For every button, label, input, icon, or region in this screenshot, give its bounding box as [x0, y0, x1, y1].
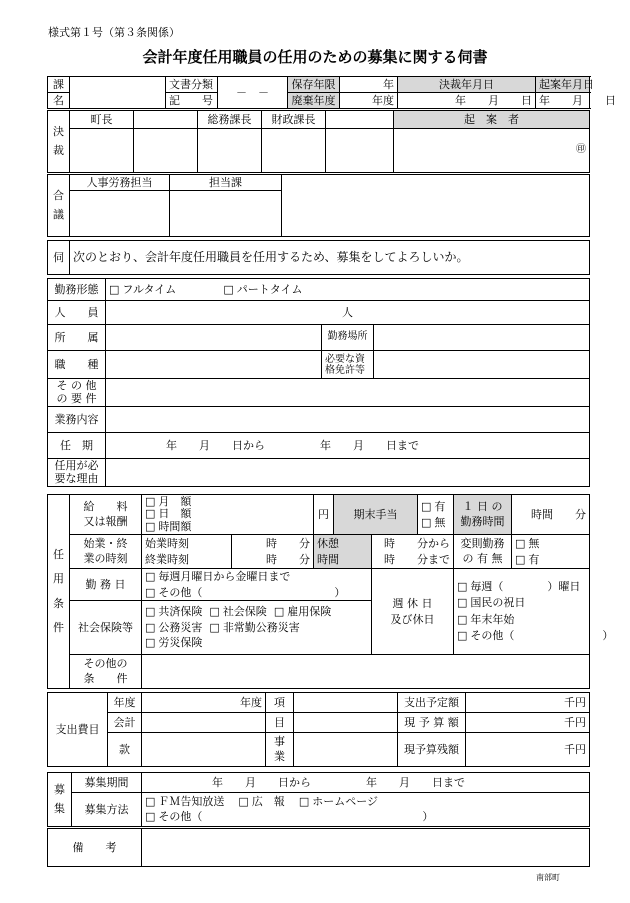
kyukei-label: 休憩: [317, 537, 340, 551]
biko-label: 備 考: [48, 829, 142, 867]
kaikei-field[interactable]: [142, 713, 266, 733]
getsugaku-checkbox[interactable]: □ 月 額: [145, 496, 310, 509]
kiansha-label: 起 案 者: [394, 111, 590, 129]
kessai-table: [47, 110, 590, 173]
shokushu-field[interactable]: [106, 351, 322, 379]
ninki-label: 任 期: [48, 433, 106, 459]
kimatsu-nashi-checkbox[interactable]: □ 無: [421, 515, 450, 530]
aigi-table: [47, 174, 590, 237]
hozon-label: 保存年限: [288, 77, 340, 93]
henkei-label: 変則勤務 の 有 無: [454, 535, 512, 569]
shukyu-options: [454, 569, 614, 655]
shigyo-jikoku-labels: [142, 535, 232, 569]
sonota-yoken-field[interactable]: [106, 379, 590, 407]
kyosai-checkbox[interactable]: □ 共済保険: [145, 605, 202, 618]
kinmubi-options: [142, 569, 372, 601]
jigyo-label: 事 業: [266, 733, 294, 767]
blank-header-2: [326, 111, 394, 129]
shukujitsu-checkbox[interactable]: □ 国民の祝日: [457, 595, 586, 612]
shakai-label: 社会保険等: [70, 601, 142, 655]
rosai-checkbox[interactable]: □ 労災保険: [145, 635, 368, 651]
kou-field[interactable]: [294, 693, 398, 713]
form-number-label: 様式第１号（第３条関係）: [48, 26, 180, 39]
moku-label: 目: [266, 713, 294, 733]
shokushu-label: 職 種: [48, 351, 106, 379]
seal-box-5[interactable]: [326, 129, 394, 173]
boshu-label: 募 集: [48, 773, 72, 827]
kinmu-basho-label: 勤務場所: [322, 325, 374, 351]
kaikei-label: 会計: [108, 713, 142, 733]
fulltime-checkbox[interactable]: □ フルタイム: [109, 283, 176, 296]
boshu-sonota-checkbox[interactable]: □ その他（ ）: [145, 810, 586, 824]
jinji-label: 人事労務担当: [70, 175, 170, 191]
jikangaku-checkbox[interactable]: □ 時間額: [145, 521, 310, 534]
shishutsu-table: [47, 692, 590, 767]
zangaku-label: 現予算残額: [398, 733, 466, 767]
shakai-hoken-checkbox[interactable]: □ 社会保険: [209, 605, 266, 618]
ukagai-table: [47, 240, 590, 275]
kian-date-label: 起案年月日: [536, 77, 590, 93]
shigyo-time[interactable]: 時 分: [266, 537, 311, 551]
joken-label: 任 用 条 件: [48, 495, 70, 689]
aigi-blank: [282, 175, 590, 237]
kiansha-seal-icon[interactable]: ㊞: [394, 129, 590, 173]
kimatsu-ari-checkbox[interactable]: □ 有: [421, 499, 450, 514]
chocho-seal-box[interactable]: [70, 129, 134, 173]
sonota-joken-label: その他の 条 件: [70, 655, 142, 689]
yotei-field[interactable]: 千円: [466, 693, 590, 713]
haiki-field[interactable]: 年度: [340, 93, 398, 109]
ukagai-text: 次のとおり、会計年度任用職員を任用するため、募集をしてよろしいか。: [70, 241, 590, 275]
kinmu-basho-field[interactable]: [374, 325, 590, 351]
shishutsu-label: 支出費目: [48, 693, 108, 767]
zaisei-label: 財政課長: [262, 111, 326, 129]
ka-label: 課: [48, 77, 70, 93]
kinmu-keitai-options: [106, 279, 590, 301]
hijokin-checkbox[interactable]: □ 非常勤公務災害: [209, 621, 299, 634]
yotei-label: 支出予定額: [398, 693, 466, 713]
kimatsu-options: [418, 495, 454, 535]
somu-label: 総務課長: [198, 111, 262, 129]
blank-header-1: [134, 111, 198, 129]
ninki-field[interactable]: 年 月 日から 年 月 日まで: [106, 433, 590, 459]
parttime-checkbox[interactable]: □ パートタイム: [223, 283, 302, 296]
kigou-label: 記 号: [166, 93, 218, 109]
boshu-kikan-label: 募集期間: [72, 773, 142, 793]
kyukei-labels: [314, 535, 372, 569]
gyomu-label: 業務内容: [48, 407, 106, 433]
sonota-joken-field[interactable]: [142, 655, 590, 689]
kessai-date-field[interactable]: 年 月 日: [398, 93, 536, 109]
kimatsu-label: 期末手当: [334, 495, 418, 535]
shigyo-time-fields[interactable]: [232, 535, 314, 569]
kyukei-time-fields[interactable]: [372, 535, 454, 569]
kyukei-start[interactable]: 時 分から: [384, 537, 451, 551]
kian-date-field[interactable]: 年 月 日: [536, 93, 590, 109]
joken-table: [47, 494, 614, 689]
biko-field[interactable]: [142, 829, 590, 867]
kou-label: 項: [266, 693, 294, 713]
koyo-checkbox[interactable]: □ 雇用保険: [274, 605, 331, 618]
shozoku-label: 所 属: [48, 325, 106, 351]
kinmu-keitai-label: 勤務形態: [48, 279, 106, 301]
shugyo-time[interactable]: 時 分: [266, 552, 311, 566]
biko-table: [47, 828, 590, 867]
ninzu-label: 人 員: [48, 301, 106, 325]
kyuryo-label: 給 料 又は報酬: [70, 495, 142, 535]
shakai-options: [142, 601, 372, 655]
maishu-checkbox[interactable]: □ 毎週月曜日から金曜日まで: [145, 569, 368, 584]
kinmubi-sonota-checkbox[interactable]: □ その他（ ）: [145, 585, 368, 600]
shikaku-label: 必要な資 格免許等: [322, 351, 374, 379]
komu-checkbox[interactable]: □ 公務災害: [145, 621, 202, 634]
hozon-field[interactable]: 年: [340, 77, 398, 93]
nendo-field[interactable]: 年度: [142, 693, 266, 713]
en-label: 円: [314, 495, 334, 535]
moku-field[interactable]: [294, 713, 398, 733]
fm-checkbox[interactable]: □ ＦＭ告知放送: [145, 795, 224, 808]
nichigaku-checkbox[interactable]: □ 日 額: [145, 508, 310, 521]
nenmatsu-checkbox[interactable]: □ 年末年始: [457, 612, 586, 629]
shukyu-maishu-checkbox[interactable]: □ 毎週（ ）曜日: [457, 579, 586, 596]
bunsho-code-field[interactable]: － －: [218, 77, 288, 109]
shikaku-field[interactable]: [374, 351, 590, 379]
tanto-label: 担当課: [170, 175, 282, 191]
jigyo-field[interactable]: [294, 733, 398, 767]
shigyo-label: 始業・終 業の時刻: [70, 535, 142, 569]
ichinichi-field[interactable]: 時間 分: [512, 495, 590, 535]
boshu-hoho-options: [142, 793, 590, 827]
ninzu-field[interactable]: 人: [106, 301, 590, 325]
zangaku-field[interactable]: 千円: [466, 733, 590, 767]
hp-checkbox[interactable]: □ ホームページ: [299, 795, 378, 808]
boshu-table: [47, 772, 590, 827]
ka-name-field[interactable]: [70, 77, 166, 109]
header-table: [47, 76, 616, 109]
chocho-label: 町長: [70, 111, 134, 129]
henkei-ari-checkbox[interactable]: □ 有: [515, 552, 586, 567]
kyuryo-type-options: [142, 495, 314, 535]
haiki-label: 廃棄年度: [288, 93, 340, 109]
zaisei-seal-box[interactable]: [262, 129, 326, 173]
gyomu-field[interactable]: [106, 407, 590, 433]
shukyu-label: 週 休 日 及び休日: [372, 569, 454, 655]
page-title: 会計年度任用職員の任用のための募集に関する伺書: [142, 48, 488, 66]
bunsho-bunrui-label: 文書分類: [166, 77, 218, 93]
kessai-date-label: 決裁年月日: [398, 77, 536, 93]
ichinichi-label: １ 日 の 勤務時間: [454, 495, 512, 535]
kan-field[interactable]: [142, 733, 266, 767]
jinji-seal-box[interactable]: [70, 191, 170, 237]
somu-seal-box[interactable]: [198, 129, 262, 173]
kyukei-end[interactable]: 時 分まで: [384, 552, 451, 566]
aigi-label: 合 議: [48, 175, 70, 237]
jikan-label: 時間: [317, 552, 340, 566]
kessai-label: 決 裁: [48, 111, 70, 173]
details-table: [47, 278, 590, 487]
ukagai-label: 伺: [48, 241, 70, 275]
henkei-nashi-checkbox[interactable]: □ 無: [515, 536, 586, 551]
genyosan-field[interactable]: 千円: [466, 713, 590, 733]
kan-label: 款: [108, 733, 142, 767]
riyu-field[interactable]: [106, 459, 590, 487]
shukyu-sonota-checkbox[interactable]: □ その他（ ）: [457, 628, 586, 645]
mei-label: 名: [48, 93, 70, 109]
shozoku-field[interactable]: [106, 325, 322, 351]
shugyo-jikoku-label: 終業時刻: [145, 552, 189, 566]
henkei-options: [512, 535, 590, 569]
riyu-label: 任用が必 要な理由: [48, 459, 106, 487]
boshu-kikan-field[interactable]: 年 月 日から 年 月 日まで: [142, 773, 590, 793]
shigyo-jikoku-label: 始業時刻: [145, 537, 189, 551]
koho-checkbox[interactable]: □ 広 報: [238, 795, 284, 808]
boshu-hoho-label: 募集方法: [72, 793, 142, 827]
kinmubi-label: 勤 務 日: [70, 569, 142, 601]
tanto-seal-box[interactable]: [170, 191, 282, 237]
nendo-label: 年度: [108, 693, 142, 713]
genyosan-label: 現 予 算 額: [398, 713, 466, 733]
sonota-yoken-label: そ の 他 の 要 件: [48, 379, 106, 407]
seal-box-2[interactable]: [134, 129, 198, 173]
footer-town-name: 南部町: [536, 873, 560, 882]
